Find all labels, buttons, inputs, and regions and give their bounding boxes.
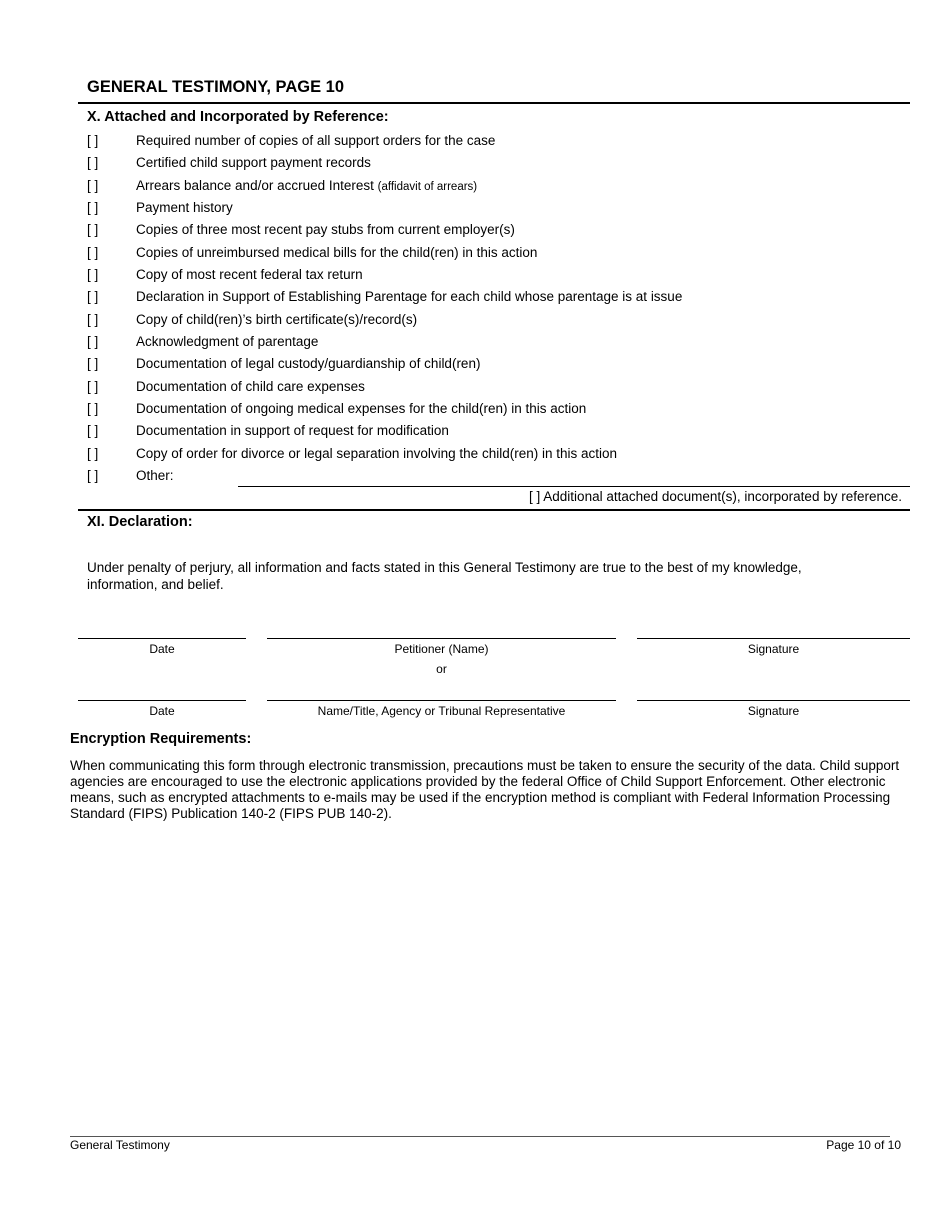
or-separator: or [436, 662, 447, 676]
checklist-item-label: Documentation in support of request for modification [136, 423, 449, 439]
attachments-checklist [87, 130, 682, 488]
signature-label-2: Signature [747, 704, 800, 718]
page-title: GENERAL TESTIMONY, PAGE 10 [87, 78, 345, 96]
checklist-item-label: Copies of three most recent pay stubs from current employer(s) [136, 222, 515, 238]
checklist-item-label: Documentation of ongoing medical expenses for the child(ren) in this action [136, 401, 587, 417]
footer-page-number: Page 10 of 10 [826, 1138, 901, 1152]
checklist-item [87, 376, 682, 398]
checklist-item-label: Documentation of legal custody/guardianship of child(ren) [136, 356, 481, 372]
checkbox[interactable]: [ ] [87, 356, 99, 372]
date-line-2[interactable] [78, 700, 246, 701]
checklist-item-label: Documentation of child care expenses [136, 378, 365, 394]
checklist-item-label: Required number of copies of all support orders for the case [136, 133, 496, 148]
date-label-2: Date [149, 704, 175, 718]
other-entry-line[interactable] [238, 486, 910, 487]
checklist-item [87, 443, 682, 465]
checkbox[interactable]: [ ] [87, 200, 99, 216]
petitioner-name-label: Petitioner (Name) [394, 642, 489, 656]
checklist-item-label: Copies of unreimbursed medical bills for the child(ren) in this action [136, 244, 538, 260]
checkbox[interactable]: [ ] [87, 311, 99, 327]
encryption-heading: Encryption Requirements: [70, 731, 252, 747]
checklist-item [87, 242, 682, 264]
checkbox[interactable]: [ ] [87, 401, 99, 417]
checkbox[interactable]: [ ] [87, 155, 99, 171]
signature-line-1[interactable] [637, 638, 910, 639]
section-xi-heading: XI. Declaration: [87, 514, 193, 530]
checklist-item [87, 420, 682, 442]
checklist-item [87, 309, 682, 331]
checklist-item-label: Copy of order for divorce or legal separation involving the child(ren) in this action [136, 445, 617, 461]
checkbox[interactable]: [ ] [87, 378, 99, 394]
date-label-1: Date [149, 642, 175, 656]
checklist-item [87, 175, 682, 197]
representative-name-line[interactable] [267, 700, 616, 701]
signature-label-1: Signature [747, 642, 800, 656]
checkbox[interactable]: [ ] [87, 468, 99, 484]
checkbox[interactable]: [ ] [87, 334, 99, 350]
checklist-item [87, 130, 682, 152]
checklist-item [87, 197, 682, 219]
section-x-heading: X. Attached and Incorporated by Reference: [87, 109, 389, 125]
checklist-item-label: Certified child support payment records [136, 155, 371, 171]
checkbox[interactable]: [ ] [87, 244, 99, 260]
checklist-item [87, 398, 682, 420]
section-divider [78, 509, 910, 511]
title-divider [78, 102, 910, 104]
date-line-1[interactable] [78, 638, 246, 639]
checklist-item [87, 465, 682, 487]
declaration-statement: Under penalty of perjury, all information and facts stated in this General Testimony are true to the best of my knowledge, information, and belief. [87, 560, 802, 592]
checklist-item-note: (affidavit of arrears) [377, 180, 478, 193]
additional-documents-checkbox[interactable]: [ ] Additional attached document(s), incorporated by reference. [529, 489, 902, 504]
checklist-item-label: Arrears balance and/or accrued Interest [136, 177, 378, 193]
checklist-item-label: Payment history [136, 200, 233, 216]
checkbox[interactable]: [ ] [87, 133, 99, 148]
checkbox[interactable]: [ ] [87, 423, 99, 439]
representative-name-label: Name/Title, Agency or Tribunal Representative [317, 704, 566, 718]
checkbox[interactable]: [ ] [87, 267, 99, 283]
checkbox[interactable]: [ ] [87, 177, 99, 193]
checklist-item-label: Declaration in Support of Establishing Parentage for each child whose parentage is at issue [136, 289, 683, 305]
footer-divider [70, 1136, 890, 1137]
checklist-item [87, 286, 682, 308]
checklist-item [87, 331, 682, 353]
checkbox[interactable]: [ ] [87, 445, 99, 461]
checklist-item [87, 219, 682, 241]
signature-line-2[interactable] [637, 700, 910, 701]
petitioner-name-line[interactable] [267, 638, 616, 639]
checklist-item-label: Other: [136, 468, 174, 484]
encryption-body: When communicating this form through electronic transmission, precautions must be taken to ensure the security of the data. Child support agencies are encouraged to use the electronic applications provided by the federal Office of Child Support Enforcement. Other electronic means, such as encrypted attachments to e-mails may be used if the encryption method is compliant with Federal Information Processing Standard (FIPS) Publication 140-2 (FIPS PUB 140-2). [70, 758, 900, 821]
checklist-item [87, 264, 682, 286]
checklist-item [87, 152, 682, 174]
footer-document-name: General Testimony [70, 1138, 170, 1152]
checklist-item-label: Acknowledgment of parentage [136, 334, 319, 350]
checkbox[interactable]: [ ] [87, 289, 99, 305]
checklist-item-label: Copy of child(ren)’s birth certificate(s)/record(s) [136, 311, 418, 327]
checklist-item-label: Copy of most recent federal tax return [136, 267, 363, 283]
checklist-item [87, 353, 682, 375]
checkbox[interactable]: [ ] [87, 222, 99, 238]
